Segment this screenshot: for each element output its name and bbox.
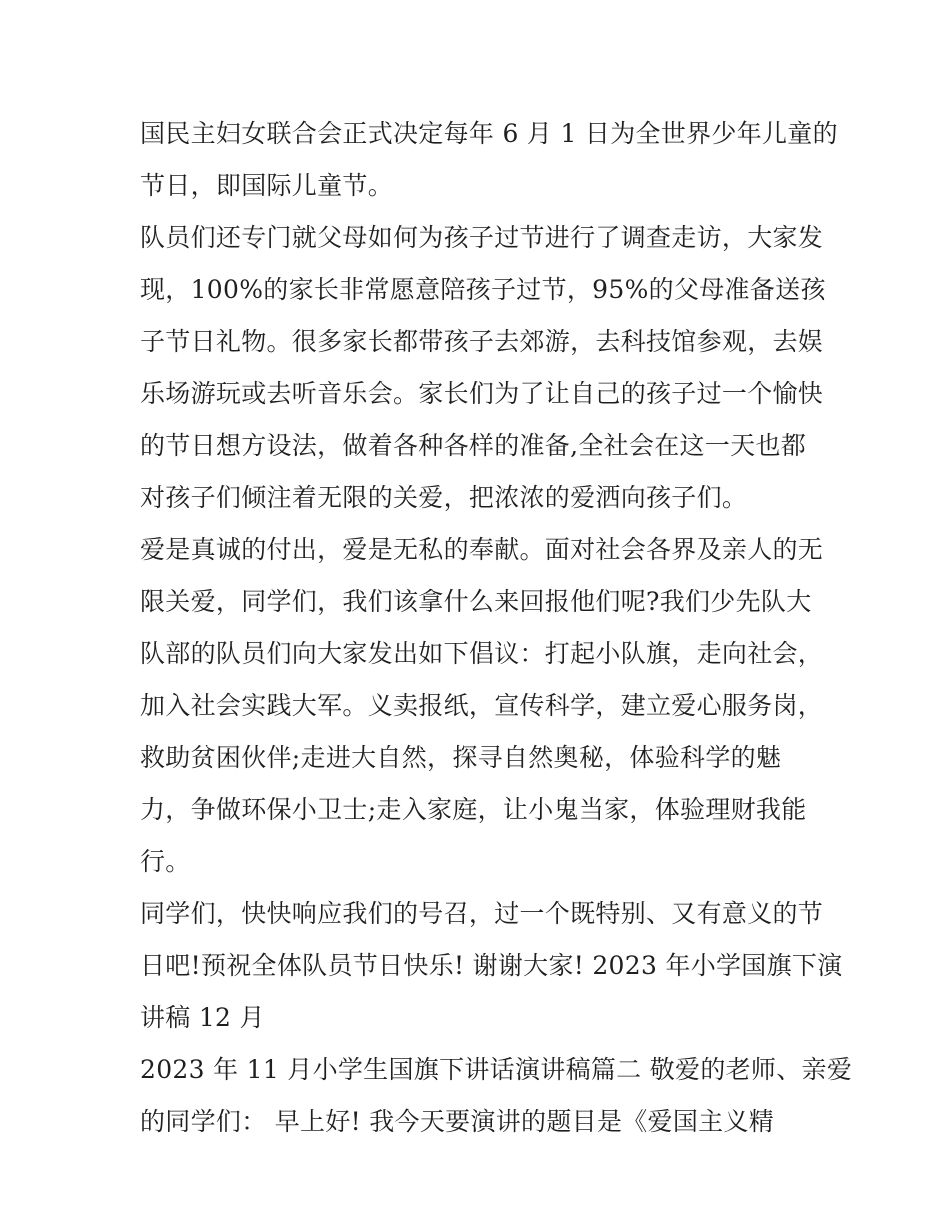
text-line: 的同学们： 早上好! 我今天要演讲的题目是《爱国主义精 [140,1107,775,1136]
text-line: 行。 [140,847,191,876]
text-line: 队部的队员们向大家发出如下倡议：打起小队旗，走向社会， [140,639,824,668]
text-line: 日吧!预祝全体队员节日快乐! 谢谢大家! 2023 年小学国旗下演 [140,951,843,980]
text-line: 2023 年 11 月小学生国旗下讲话演讲稿篇二 敬爱的老师、亲爱 [140,1055,853,1084]
text-line: 队员们还专门就父母如何为孩子过节进行了调查走访，大家发 [140,223,824,252]
text-line: 节日，即国际儿童节。 [140,171,394,200]
text-line: 对孩子们倾注着无限的关爱，把浓浓的爱洒向孩子们。 [140,483,748,512]
text-line: 限关爱，同学们，我们该拿什么来回报他们呢?我们少先队大 [140,587,812,616]
text-line: 加入社会实践大军。义卖报纸，宣传科学，建立爱心服务岗， [140,691,824,720]
text-line: 力，争做环保小卫士;走入家庭，让小鬼当家，体验理财我能 [140,795,807,824]
text-line: 救助贫困伙伴;走进大自然，探寻自然奥秘，体验科学的魅 [140,743,782,772]
text-line: 同学们，快快响应我们的号召，过一个既特别、又有意义的节 [140,899,824,928]
document-body [140,108,853,1148]
text-line: 现，100%的家长非常愿意陪孩子过节，95%的父母准备送孩 [140,275,826,304]
text-line: 爱是真诚的付出，爱是无私的奉献。面对社会各界及亲人的无 [140,535,824,564]
text-line: 子节日礼物。很多家长都带孩子去郊游，去科技馆参观，去娱 [140,327,824,356]
text-line: 的节日想方设法，做着各种各样的准备,全社会在这一天也都 [140,431,807,460]
text-line: 讲稿 12 月 [140,1003,265,1032]
text-line: 国民主妇女联合会正式决定每年 6 月 1 日为全世界少年儿童的 [140,119,838,148]
text-line: 乐场游玩或去听音乐会。家长们为了让自己的孩子过一个愉快 [140,379,824,408]
